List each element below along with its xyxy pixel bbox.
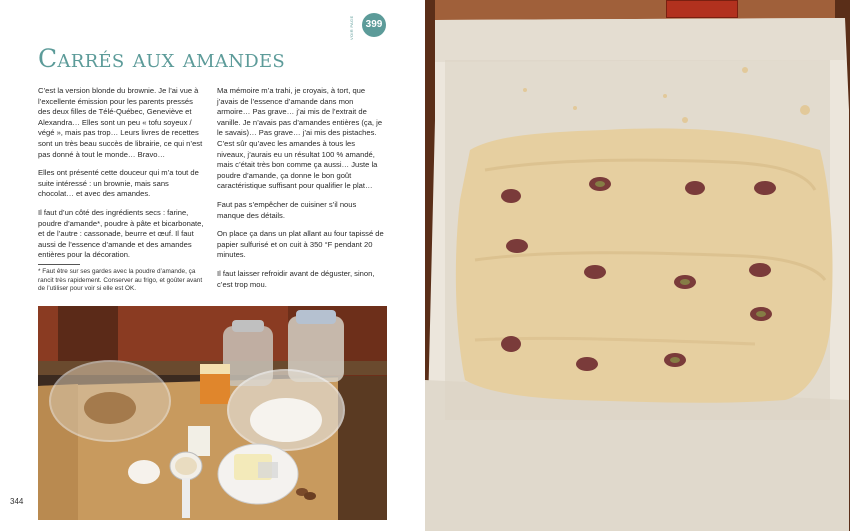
batter-in-pan-photo [425,0,850,531]
paragraph: Ma mémoire m’a trahi, je croyais, à tort, que j’avais de l’essence d’amande dans mon armoire… Pas grave… j’ai mis de l’extrait de vanille. Je n’avais pas d’amandes entières (ça, je le savais)… Pas grave… j’ai mis des pistaches. C’est sûr qu’avec les amandes à tous les niveaux, j’aurais eu un résultat 100 % amandé, mais c’était très bon comme ça aussi… Juste la poudre d’amande, ça donne le bon goût caractéristique suffisant pour qualifier le plat… [217,86,383,191]
footnote: * Faut être sur ses gardes avec la poudre d’amande, ça rancit très rapidement. Conserver au frigo, et goûter avant de l’utiliser pour voir si elle est OK. [38,267,203,293]
text-column-1 [38,86,206,294]
right-page [425,0,850,531]
paragraph: Faut pas s’empêcher de cuisiner s’il nous manque des détails. [217,199,357,220]
orange-box [666,0,738,18]
paragraph: C’est la version blonde du brownie. Je l’ai vue à l’excellente émission pour les parents pressés des deux filles de Télé-Québec, Geneviève et Alexandra… Elles sont un peu « tofu soyeux / végé », mais pas trop… Leurs livres de recettes sont un très beau succès de librairie, ce qui n’est pas donné à tout le monde… Bravo… [38,86,203,159]
recipe-title: Carrés aux amandes [38,44,286,73]
page-number: 344 [10,497,24,506]
see-page-label: VOIR PAGE [349,15,354,40]
ingredients-photo-illustration [38,306,387,520]
paragraph: Il faut d’un côté des ingrédients secs : farine, poudre d’amande*, poudre à pâte et bicarbonate, et de l’autre : cassonade, beurre et œuf. Il faut aussi de l’essence d’amande et des amandes entières pour la décoration. [38,207,204,260]
ingredients-photo [38,306,387,520]
see-page-badge[interactable]: 399 [362,13,386,37]
paragraph: Il faut laisser refroidir avant de déguster, sinon, c’est trop mou. [217,268,375,289]
paragraph: Elles ont présenté cette douceur qui m’a tout de suite intéressé : un brownie, mais sans chocolat… et avec des amandes. [38,168,199,199]
footnote-divider [38,264,80,265]
text-column-2 [217,86,385,298]
paragraph: On place ça dans un plat allant au four tapissé de papier sulfurisé et on cuit à 350 °F pendant 20 minutes. [217,229,384,260]
